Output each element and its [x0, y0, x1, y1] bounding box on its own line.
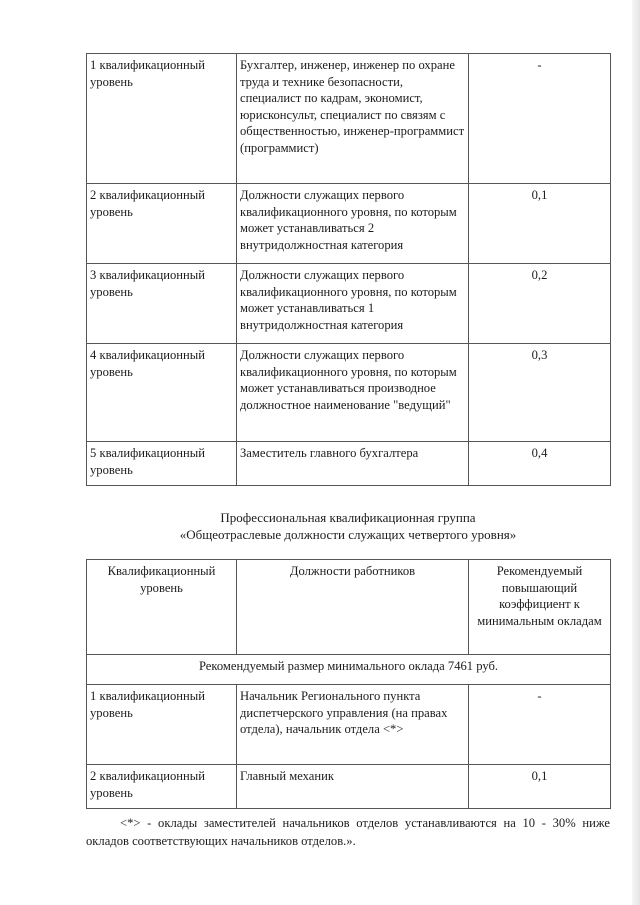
table-row	[87, 442, 611, 486]
table-row	[87, 685, 611, 765]
coefficient-cell: 0,3	[469, 344, 611, 442]
table-row	[87, 264, 611, 344]
qualification-table-level-3	[86, 53, 611, 486]
header-coefficient: Рекомендуемый повышающий коэффициент к минимальным окладам	[469, 560, 611, 655]
group-heading-line2: «Общеотраслевые должности служащих четвертого уровня»	[179, 527, 517, 542]
positions-cell: Должности служащих первого квалификационного уровня, по которым может устанавливаться производное должностное наименование "ведущий"	[237, 344, 469, 442]
level-cell: 2 квалификационный уровень	[87, 765, 237, 809]
positions-cell: Должности служащих первого квалификационного уровня, по которым может устанавливаться 1 внутридолжностная категория	[237, 264, 469, 344]
header-level: Квалификационный уровень	[87, 560, 237, 655]
header-positions: Должности работников	[237, 560, 469, 655]
min-salary-row	[87, 655, 611, 685]
positions-cell: Главный механик	[237, 765, 469, 809]
table-row	[87, 184, 611, 264]
coefficient-cell: 0,1	[469, 184, 611, 264]
level-cell: 1 квалификационный уровень	[87, 685, 237, 765]
coefficient-cell: -	[469, 685, 611, 765]
level-cell: 2 квалификационный уровень	[87, 184, 237, 264]
coefficient-cell: 0,1	[469, 765, 611, 809]
footnote: <*> - оклады заместителей начальников отделов устанавливаются на 10 - 30% ниже окладов соответствующих начальников отделов.».	[86, 816, 610, 848]
coefficient-cell: -	[469, 54, 611, 184]
min-salary-cell: Рекомендуемый размер минимального оклада 7461 руб.	[87, 655, 611, 685]
positions-cell: Заместитель главного бухгалтера	[237, 442, 469, 486]
positions-cell: Должности служащих первого квалификационного уровня, по которым может устанавливаться 2 внутридолжностная категория	[237, 184, 469, 264]
scan-edge-shadow	[632, 0, 640, 905]
level-cell: 3 квалификационный уровень	[87, 264, 237, 344]
positions-cell: Бухгалтер, инженер, инженер по охране труда и технике безопасности, специалист по кадрам, экономист, юрисконсульт, специалист по связям с общественностью, инженер-программист (программист)	[237, 54, 469, 184]
level-cell: 4 квалификационный уровень	[87, 344, 237, 442]
level-cell: 5 квалификационный уровень	[87, 442, 237, 486]
group-heading-line1: Профессиональная квалификационная группа	[220, 510, 476, 525]
table-row	[87, 765, 611, 809]
coefficient-cell: 0,4	[469, 442, 611, 486]
group-heading	[86, 509, 610, 543]
table-row	[87, 344, 611, 442]
positions-cell: Начальник Регионального пункта диспетчерского управления (на правах отдела), начальник отдела <*>	[237, 685, 469, 765]
qualification-table-level-4	[86, 559, 611, 809]
coefficient-cell: 0,2	[469, 264, 611, 344]
header-row	[87, 560, 611, 655]
level-cell: 1 квалификационный уровень	[87, 54, 237, 184]
table-row	[87, 54, 611, 184]
